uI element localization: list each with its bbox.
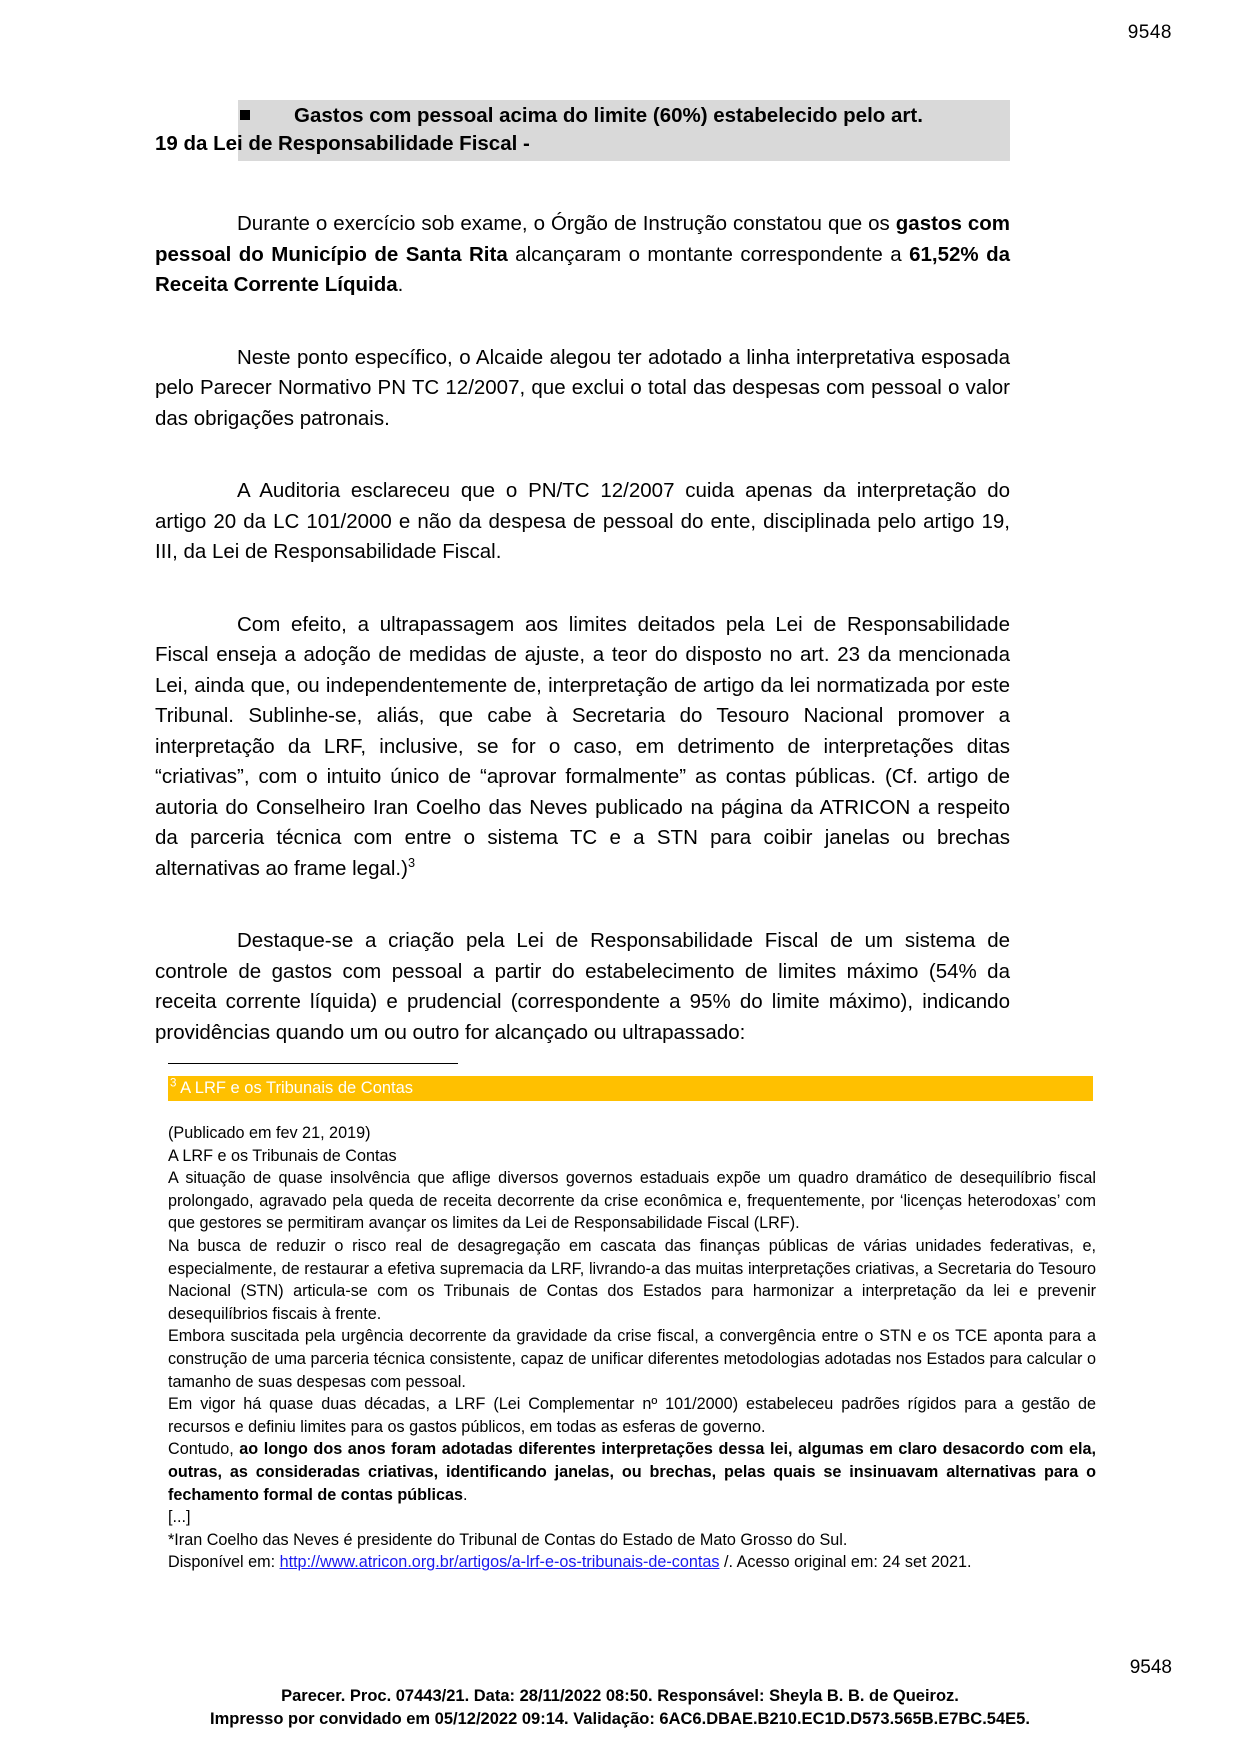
footer-line-1: Parecer. Proc. 07443/21. Data: 28/11/2022 08:50. Responsável: Sheyla B. B. de Queiroz. [281,1687,959,1705]
document-content [155,100,1010,1048]
p1-part-a: Durante o exercício sob exame, o Órgão de Instrução constatou que os [237,212,896,235]
paragraph-3: A Auditoria esclareceu que o PN/TC 12/2007 cuida apenas da interpretação do artigo 20 da LC 101/2000 e não da despesa de pessoal do ente, disciplinada pelo artigo 19, III, da Lei de Responsabilidade Fiscal. [155,479,1010,563]
footnote-marker-3: 3 [407,854,416,870]
p4-text: Com efeito, a ultrapassagem aos limites deitados pela Lei de Responsabilidade Fiscal enseja a adoção de medidas de ajuste, a teor do disposto no art. 23 da mencionada Lei, ainda que, ou independentemente de, interpretação de artigo da lei normatizada por este Tribunal. Sublinhe-se, aliás, que cabe à Secretaria do Tesouro Nacional promover a interpretação da LRF, inclusive, se for o caso, em detrimento de interpretações ditas “criativas”, com o intuito único de “aprovar formalmente” as contas públicas. (Cf. artigo de autoria do Conselheiro Iran Coelho das Neves publicado na página da ATRICON a respeito da parceria técnica com entre o sistema TC e a STN para coibir janelas ou brechas alternativas ao frame legal.) [155,612,1010,880]
footnote-title-marker: 3 [170,1077,177,1090]
paragraph-2: Neste ponto específico, o Alcaide alegou ter adotado a linha interpretativa esposada pelo Parecer Normativo PN TC 12/2007, que exclui o total das despesas com pessoal o valor das obrigações patronais. [155,345,1010,430]
footnote-line-8: [...] [168,1508,191,1527]
paragraph-5: Destaque-se a criação pela Lei de Responsabilidade Fiscal de um sistema de controle de gastos com pessoal a partir do estabelecimento de limites máximo (54% da receita corrente líquida) e prudencial (correspondente a 95% do limite máximo), indicando providências quando um ou outro for alcançado ou ultrapassado: [155,929,1010,1044]
footnote-source-link[interactable]: http://www.atricon.org.br/artigos/a-lrf-e-os-tribunais-de-contas [279,1553,720,1572]
footnote-line-9: *Iran Coelho das Neves é presidente do Tribunal de Contas do Estado de Mato Grosso do Sul. [168,1530,848,1549]
footnote-body [168,1122,1096,1574]
paragraph-1 [155,209,1010,301]
footnote-line-6: Em vigor há quase duas décadas, a LRF (Lei Complementar nº 101/2000) estabeleceu padrões rígidos para a gestão de recursos e definiu limites para os gastos públicos, em todas as esferas de governo. [168,1395,1096,1436]
spacer [155,434,1010,476]
footnote-line-1: (Publicado em fev 21, 2019) [168,1124,371,1142]
p1-part-c: alcançaram o montante correspondente a [507,242,910,266]
spacer [155,568,1010,610]
section-heading-line2: 19 da Lei de Responsabilidade Fiscal - [155,132,530,155]
footnote-available-label: Disponível em: [168,1553,280,1572]
p1-part-e: . [397,273,404,296]
footnote-line-7 [168,1438,1096,1506]
spacer [155,161,1010,209]
section-heading-text1: Gastos com pessoal acima do limite (60%) estabelecido pelo art. [294,104,923,127]
footnote-line-10 [168,1551,1096,1574]
paragraph-4 [155,610,1010,885]
footnote-title [168,1076,1093,1101]
section-heading-line1 [238,102,1010,130]
footnote-line-3: A situação de quase insolvência que aflige diversos governos estaduais expõe um quadro dramático de desequilíbrio fiscal prolongado, agravado pela queda de receita decorrente da crise econômica e, frequentemente, por ‘licenças heterodoxas’ com que gestores se permitiram avançar os limites da Lei de Responsabilidade Fiscal (LRF). [168,1169,1096,1233]
footer-line-2: Impresso por convidado em 05/12/2022 09:14. Validação: 6AC6.DBAE.B210.EC1D.D573.565B.E7BC.54E5. [210,1710,1030,1728]
page-number-bottom: 9548 [1129,1657,1172,1678]
page-footer [0,1685,1240,1731]
footnote-access-date: /. Acesso original em: 24 set 2021. [719,1553,972,1572]
footnote-line-7a: Contudo, [168,1440,240,1459]
footnote-line-4: Na busca de reduzir o risco real de desagregação em cascata das finanças públicas de várias unidades federativas, e, especialmente, de restaurar a efetiva supremacia da LRF, livrando-a das muitas interpretações criativas, a Secretaria do Tesouro Nacional (STN) articula-se com os Tribunais de Contas dos Estados para harmonizar a interpretação da lei e prevenir desequilíbrios fiscais à frente. [168,1236,1096,1323]
footnote-separator [168,1063,458,1064]
footnote-line-7b: ao longo dos anos foram adotadas diferentes interpretações dessa lei, algumas em claro desacordo com ela, outras, as consideradas criativas, identificando janelas, ou brechas, pelas quais se insinuavam alternativas para o fechamento formal de contas públicas [168,1440,1096,1504]
footnote-line-2: A LRF e os Tribunais de Contas [168,1146,397,1165]
p1-bold-municipio: gastos com pessoal do Município de Santa Rita [155,212,1010,266]
spacer [155,884,1010,926]
footnote-title-text: A LRF e os Tribunais de Contas [176,1079,414,1097]
p1-bold-percent: 61,52% da Receita Corrente Líquida [155,242,1010,296]
footnote-line-7c: . [463,1485,468,1504]
spacer [155,301,1010,343]
footnote-line-5: Embora suscitada pela urgência decorrente da gravidade da crise fiscal, a convergência entre o STN e os TCE aponta para a construção de uma parceria técnica consistente, capaz de unificar diferentes metodologias adotadas nos Estados para calcular o tamanho de suas despesas com pessoal. [168,1327,1096,1391]
section-heading [155,100,1010,161]
square-bullet-icon [240,110,250,120]
page-number-top: 9548 [1127,22,1172,43]
